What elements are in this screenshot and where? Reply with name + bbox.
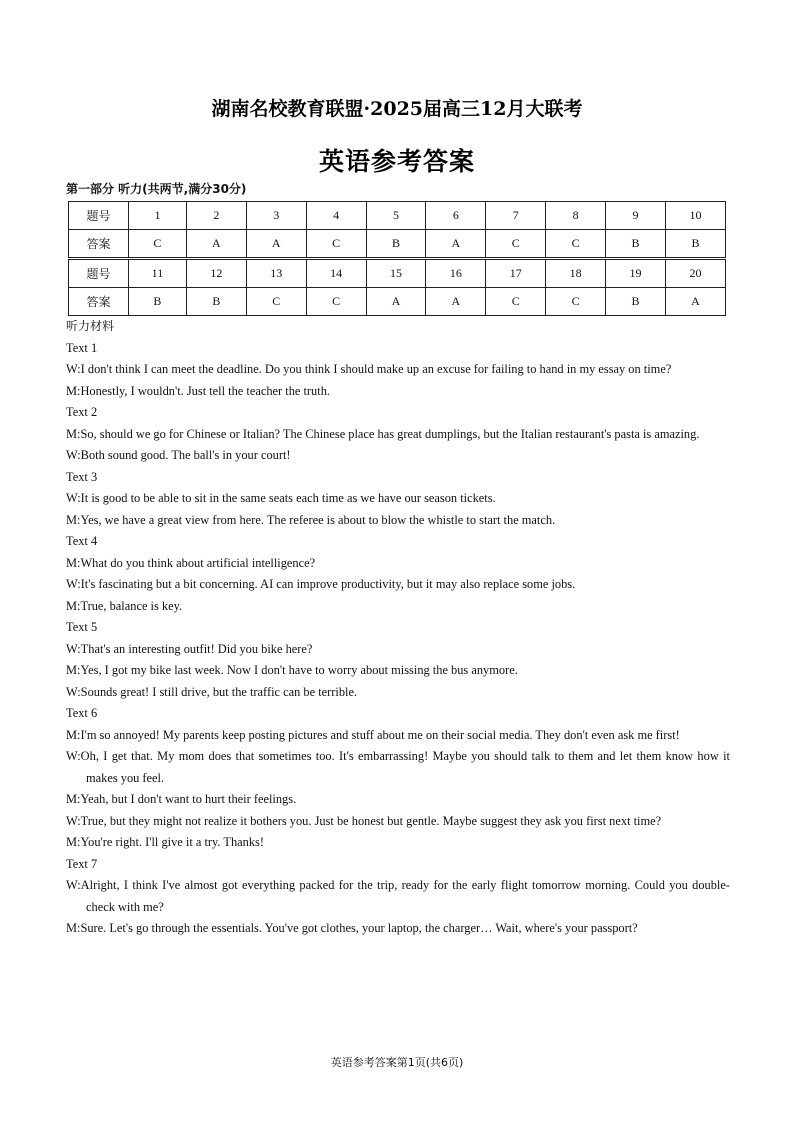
row-label-question: 题号 [69, 202, 129, 230]
answer-cell: A [666, 288, 726, 316]
answer-cell: B [606, 288, 666, 316]
answer-cell: A [246, 230, 306, 259]
row-label-question: 题号 [69, 259, 129, 288]
answer-cell: C [546, 230, 606, 259]
question-number-row [69, 202, 726, 230]
question-number-cell: 2 [186, 202, 246, 230]
text-label: Text 7 [66, 856, 98, 871]
answer-cell: C [486, 230, 546, 259]
dialogue-turn: W:Sounds great! I still drive, but the traffic can be terrible. [66, 684, 358, 699]
answer-cell: A [426, 230, 486, 259]
question-number-cell: 18 [546, 259, 606, 288]
answer-cell: B [666, 230, 726, 259]
question-number-cell: 7 [486, 202, 546, 230]
question-number-cell: 4 [306, 202, 366, 230]
dialogue-turn: M:So, should we go for Chinese or Italian? The Chinese place has great dumplings, but the Italian restaurant's pasta is amazing. [66, 426, 700, 441]
answer-row [69, 230, 726, 259]
question-number-cell: 10 [666, 202, 726, 230]
answer-row [69, 288, 726, 316]
transcript-list [66, 338, 730, 940]
row-label-answer: 答案 [69, 230, 129, 259]
section-heading: 第一部分 听力(共两节,满分30分) [66, 182, 247, 196]
answer-cell: C [129, 230, 187, 259]
question-number-cell: 9 [606, 202, 666, 230]
dialogue-turn: M:You're right. I'll give it a try. Thanks! [66, 835, 264, 849]
question-number-cell: 13 [246, 259, 306, 288]
dialogue-turn: W:Both sound good. The ball's in your court! [66, 448, 291, 462]
dialogue-turn: W:True, but they might not realize it bothers you. Just be honest but gentle. Maybe suggest they ask you first next time? [66, 813, 662, 828]
material-heading: 听力材料 [66, 319, 115, 333]
text-label: Text 4 [66, 534, 98, 548]
answer-table [68, 201, 726, 316]
question-number-cell: 5 [366, 202, 426, 230]
question-number-cell: 8 [546, 202, 606, 230]
answer-cell: C [306, 230, 366, 259]
text-label: Text 3 [66, 469, 98, 484]
dialogue-turn: W:That's an interesting outfit! Did you bike here? [66, 641, 313, 656]
dialogue-turn: W:I don't think I can meet the deadline. Do you think I should make up an excuse for failing to hand in my essay on time? [66, 362, 672, 376]
dialogue-turn: M:What do you think about artificial intelligence? [66, 555, 316, 570]
question-number-row [69, 259, 726, 288]
question-number-cell: 14 [306, 259, 366, 288]
question-number-cell: 20 [666, 259, 726, 288]
dialogue-turn: M:Sure. Let's go through the essentials. You've got clothes, your laptop, the charger… Wait, where's your passport? [66, 921, 638, 935]
answer-cell: C [246, 288, 306, 316]
page-footer: 英语参考答案第1页(共6页) [330, 1056, 464, 1069]
question-number-cell: 3 [246, 202, 306, 230]
exam-title: 湖南名校教育联盟·2025届高三12月大联考 [211, 98, 583, 120]
question-number-cell: 6 [426, 202, 486, 230]
dialogue-turn: M:Honestly, I wouldn't. Just tell the teacher the truth. [66, 383, 330, 398]
dialogue-turn: W:It is good to be able to sit in the same seats each time as we have our season tickets. [66, 491, 496, 505]
answer-key-title: 英语参考答案 [318, 147, 475, 176]
dialogue-turn: M:I'm so annoyed! My parents keep posting pictures and stuff about me on their social media. They don't even ask me first! [66, 727, 680, 742]
text-label: Text 1 [66, 340, 98, 355]
dialogue-turn: M:Yeah, but I don't want to hurt their feelings. [66, 792, 297, 806]
question-number-cell: 11 [129, 259, 187, 288]
dialogue-turn: W:Alright, I think I've almost got everything packed for the trip, ready for the early flight tomorrow morning. Could you double-check with me? [66, 878, 730, 914]
dialogue-turn: W:Oh, I get that. My mom does that sometimes too. It's embarrassing! Maybe you should talk to them and let them know how it makes you feel. [66, 749, 730, 785]
answer-cell: B [366, 230, 426, 259]
text-label: Text 6 [66, 706, 98, 720]
answer-cell: C [486, 288, 546, 316]
text-label: Text 5 [66, 620, 98, 634]
answer-cell: A [366, 288, 426, 316]
question-number-cell: 1 [129, 202, 187, 230]
dialogue-turn: M:Yes, we have a great view from here. The referee is about to blow the whistle to start the match. [66, 512, 556, 527]
answer-cell: A [186, 230, 246, 259]
answer-cell: A [426, 288, 486, 316]
question-number-cell: 16 [426, 259, 486, 288]
row-label-answer: 答案 [69, 288, 129, 316]
answer-cell: B [186, 288, 246, 316]
question-number-cell: 19 [606, 259, 666, 288]
dialogue-turn: M:Yes, I got my bike last week. Now I don't have to worry about missing the bus anymore. [66, 663, 518, 677]
answer-cell: C [306, 288, 366, 316]
answer-cell: B [606, 230, 666, 259]
answer-cell: B [129, 288, 187, 316]
text-label: Text 2 [66, 405, 98, 419]
listening-material [66, 316, 730, 940]
dialogue-turn: W:It's fascinating but a bit concerning. AI can improve productivity, but it may also replace some jobs. [66, 577, 576, 591]
question-number-cell: 17 [486, 259, 546, 288]
dialogue-turn: M:True, balance is key. [66, 598, 183, 613]
question-number-cell: 12 [186, 259, 246, 288]
question-number-cell: 15 [366, 259, 426, 288]
answer-cell: C [546, 288, 606, 316]
